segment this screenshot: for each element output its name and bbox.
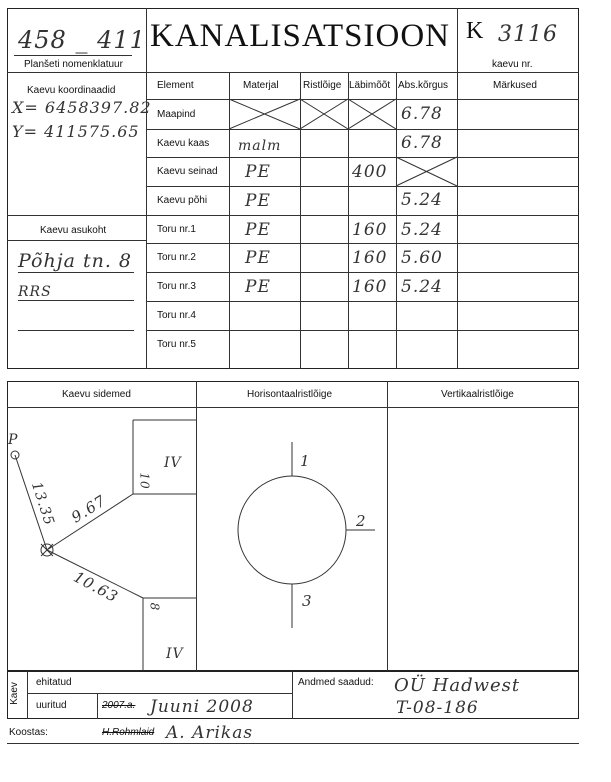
building-label: IV (166, 646, 184, 662)
location-label: Kaevu asukoht (40, 225, 107, 236)
cell-diameter: 400 (352, 162, 388, 182)
distance-label: 9.67 (68, 491, 110, 527)
measured-value: Juuni 2008 (150, 697, 254, 717)
coord-x: X= 6458397.82 (12, 98, 152, 117)
building-floors: 10 (137, 472, 152, 490)
building-floors: 8 (147, 602, 162, 612)
location-line1: Põhja tn. 8 (18, 250, 132, 272)
cell-material: PE (245, 191, 271, 211)
point-label: P (8, 432, 19, 448)
pipe-label: 2 (356, 512, 367, 530)
divider (27, 693, 292, 694)
cell-diameter: 160 (352, 277, 388, 297)
cell-material: malm (238, 138, 282, 154)
compiled-value: A. Arikas (166, 723, 254, 743)
distance-label: 10.63 (70, 567, 122, 607)
cell-abs: 5.24 (401, 277, 443, 297)
col-header-element: Element (157, 80, 194, 91)
location-line2: RRS (18, 284, 52, 300)
row-element: Maapind (157, 109, 196, 120)
section-vertical: Vertikaalristlõige (441, 389, 514, 400)
sheet-label: Planšeti nomenklatuur (24, 59, 123, 70)
data-line2: T-08-186 (396, 698, 479, 718)
row-element: Kaevu seinad (157, 166, 218, 177)
vertical-label: Kaev (8, 682, 20, 705)
compiled-struck: H.Rohmlaid (102, 727, 155, 738)
pipe-label: 3 (302, 592, 313, 610)
divider (27, 671, 28, 719)
cell-abs: 5.24 (401, 220, 443, 240)
row-element: Toru nr.4 (157, 310, 196, 321)
col-header-notes: Märkused (493, 80, 537, 91)
coord-y: Y= 411575.65 (12, 122, 140, 141)
row-element: Toru nr.5 (157, 339, 196, 350)
col-header-material: Materjal (243, 80, 279, 91)
cell-diameter: 160 (352, 220, 388, 240)
measured-struck: 2007.a. (102, 700, 136, 711)
cell-material: PE (245, 277, 271, 297)
col-header-abs-height: Abs.kõrgus (398, 80, 449, 91)
well-prefix: K (466, 18, 484, 44)
built-label: ehitatud (36, 677, 72, 688)
cell-diameter: 160 (352, 248, 388, 268)
cell-abs: 6.78 (401, 133, 443, 153)
cell-material: PE (245, 220, 271, 240)
row-element: Toru nr.3 (157, 281, 196, 292)
cell-abs: 5.60 (401, 248, 443, 268)
row-element: Kaevu kaas (157, 138, 210, 149)
cell-material: PE (245, 162, 271, 182)
cell-material: PE (245, 248, 271, 268)
row-element: Toru nr.2 (157, 252, 196, 263)
page-title: KANALISATSIOON (150, 18, 450, 54)
section-horizontal: Horisontaalristlõige (247, 389, 333, 400)
cell-abs: 6.78 (401, 104, 443, 124)
building-label: IV (164, 455, 182, 471)
compiled-label: Koostas: (9, 727, 48, 738)
col-header-diameter: Läbimõõt (349, 80, 391, 91)
measured-label: uuritud (36, 700, 67, 711)
section-connections: Kaevu sidemed (62, 389, 131, 400)
data-line1: OÜ Hadwest (394, 675, 521, 696)
coords-label: Kaevu koordinaadid (27, 85, 116, 96)
sheet-number: 458 _ 411 (18, 26, 146, 54)
pipe-label: 1 (300, 452, 311, 470)
col-header-cross-section: Ristlõige (303, 80, 342, 91)
row-element: Kaevu põhi (157, 195, 208, 206)
divider (97, 693, 98, 719)
divider (7, 743, 579, 744)
well-label: kaevu nr. (492, 59, 533, 70)
cell-abs: 5.24 (401, 190, 443, 210)
well-number: 3116 (498, 22, 558, 47)
distance-label: 13.35 (27, 480, 58, 528)
divider (292, 671, 293, 719)
row-element: Toru nr.1 (157, 224, 196, 235)
data-label: Andmed saadud: (298, 677, 374, 688)
